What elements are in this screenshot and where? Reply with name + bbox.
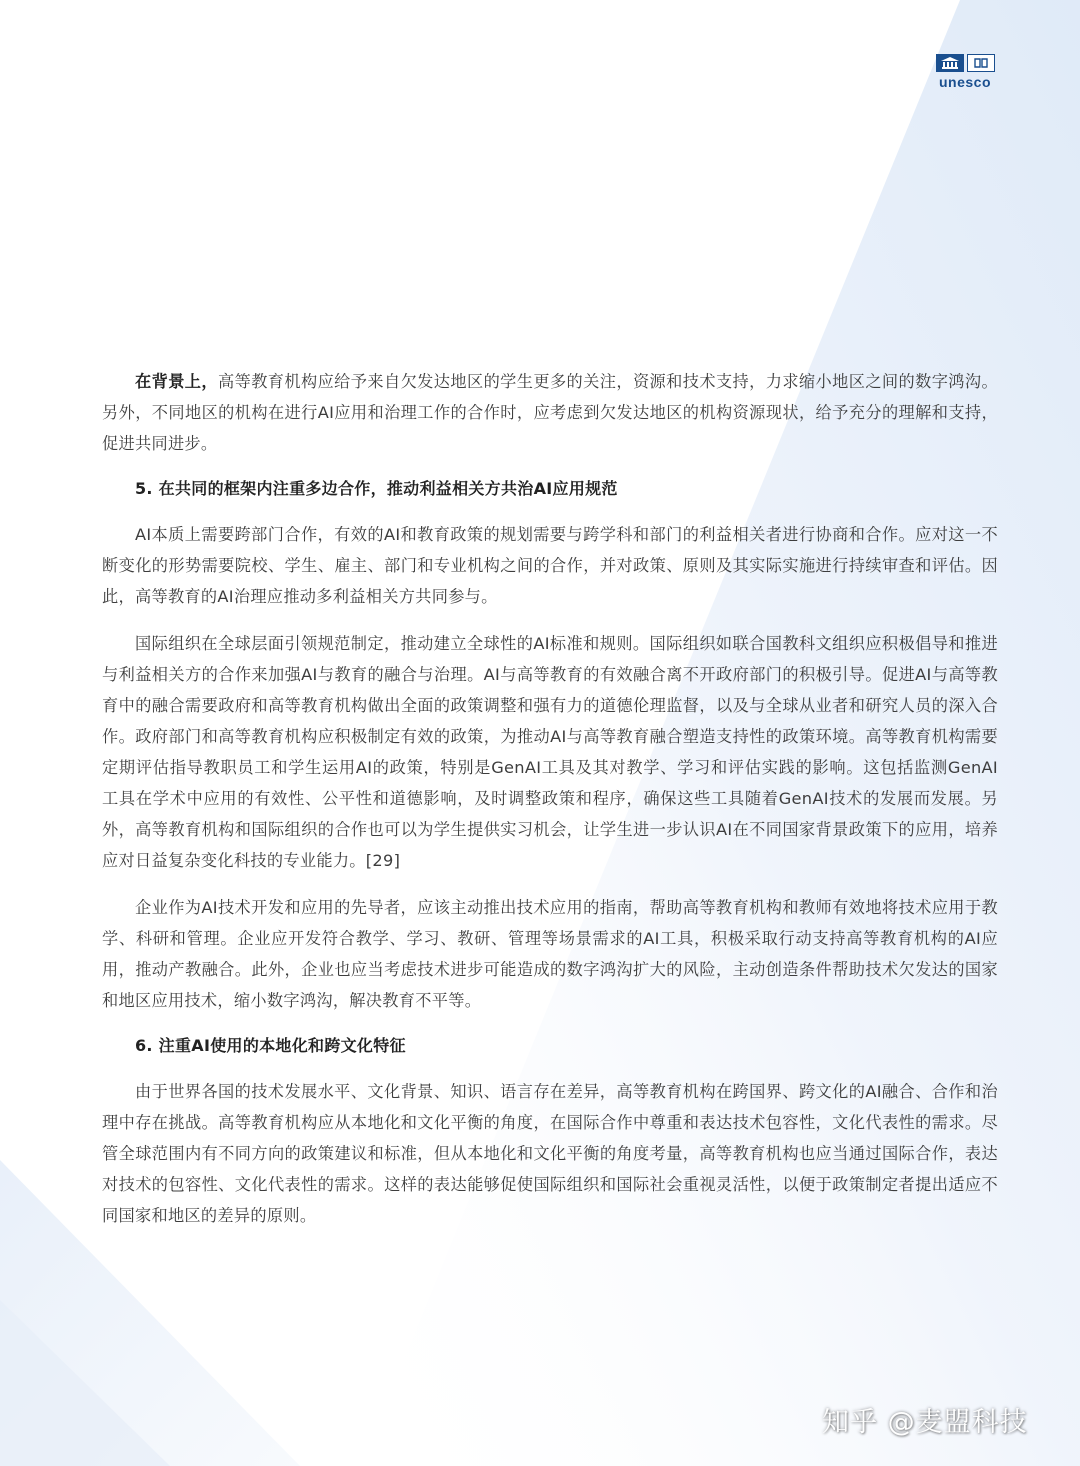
section-6-heading: 6. 注重AI使用的本地化和跨文化特征 bbox=[135, 1036, 406, 1055]
section-5-heading: 5. 在共同的框架内注重多边合作，推动利益相关方共治AI应用规范 bbox=[135, 479, 618, 498]
logo-wordmark: unesco bbox=[938, 74, 991, 90]
temple-icon bbox=[936, 54, 964, 72]
unesco-logo bbox=[932, 54, 998, 90]
section-5-paragraph: 企业作为AI技术开发和应用的先导者，应该主动推出技术应用的指南，帮助高等教育机构和教师有效地将技术应用于教学、科研和管理。企业应开发符合教学、学习、教研、管理等场景需求的AI工具，积极采取行动支持高等教育机构的AI应用，推动产教融合。此外，企业也应当考虑技术进步可能造成的数字鸿沟扩大的风险，主动创造条件帮助技术欠发达的国家和地区应用技术，缩小数字鸿沟，解决教育不平等。 bbox=[102, 898, 998, 1010]
emblem-icon bbox=[967, 54, 995, 72]
section-5-paragraph: 国际组织在全球层面引领规范制定，推动建立全球性的AI标准和规则。国际组织如联合国教科文组织应积极倡导和推进与利益相关方的合作来加强AI与教育的融合与治理。AI与高等教育的有效融合离不开政府部门的积极引导。促进AI与高等教育中的融合需要政府和高等教育机构做出全面的政策调整和强有力的道德伦理监督，以及与全球从业者和研究人员的深入合作。政府部门和高等教育机构应积极制定有效的政策，为推动AI与高等教育融合塑造支持性的政策环境。高等教育机构需要定期评估指导教职员工和学生运用AI的政策，特别是GenAI工具及其对教学、学习和评估实践的影响。这包括监测GenAI 工具在学术中应用的有效性、公平性和道德影响，及时调整政策和程序，确保这些工具随着GenAI技术的发展而发展。另外，高等教育机构和国际组织的合作也可以为学生提供实习机会，让学生进一步认识AI在不同国家背景政策下的应用，培养应对日益复杂变化科技的专业能力。[29] bbox=[102, 634, 998, 870]
section-6-paragraph: 由于世界各国的技术发展水平、文化背景、知识、语言存在差异，高等教育机构在跨国界、跨文化的AI融合、合作和治理中存在挑战。高等教育机构应从本地化和文化平衡的角度，在国际合作中尊重和表达技术包容性，文化代表性的需求。尽管全球范围内有不同方向的政策建议和标准，但从本地化和文化平衡的角度考量，高等教育机构也应当通过国际合作，表达对技术的包容性、文化代表性的需求。这样的表达能够促使国际组织和国际社会重视灵活性，以便于政策制定者提出适应不同国家和地区的差异的原则。 bbox=[102, 1082, 998, 1225]
section-5-paragraph: AI本质上需要跨部门合作，有效的AI和教育政策的规划需要与跨学科和部门的利益相关者进行协商和合作。应对这一不断变化的形势需要院校、学生、雇主、部门和专业机构之间的合作，并对政策、原则及其实际实施进行持续审查和评估。因此，高等教育的AI治理应推动多利益相关方共同参与。 bbox=[102, 525, 998, 606]
paragraph-lead: 在背景上， bbox=[135, 372, 218, 391]
paragraph-text: 高等教育机构应给予来自欠发达地区的学生更多的关注，资源和技术支持，力求缩小地区之间的数字鸿沟。另外，不同地区的机构在进行AI应用和治理工作的合作时，应考虑到欠发达地区的机构资源现状，给予充分的理解和支持，促进共同进步。 bbox=[102, 372, 998, 453]
watermark: 知乎 @麦盟科技 bbox=[822, 1407, 1028, 1438]
intro-paragraph bbox=[102, 366, 998, 459]
document-body bbox=[102, 366, 998, 1247]
